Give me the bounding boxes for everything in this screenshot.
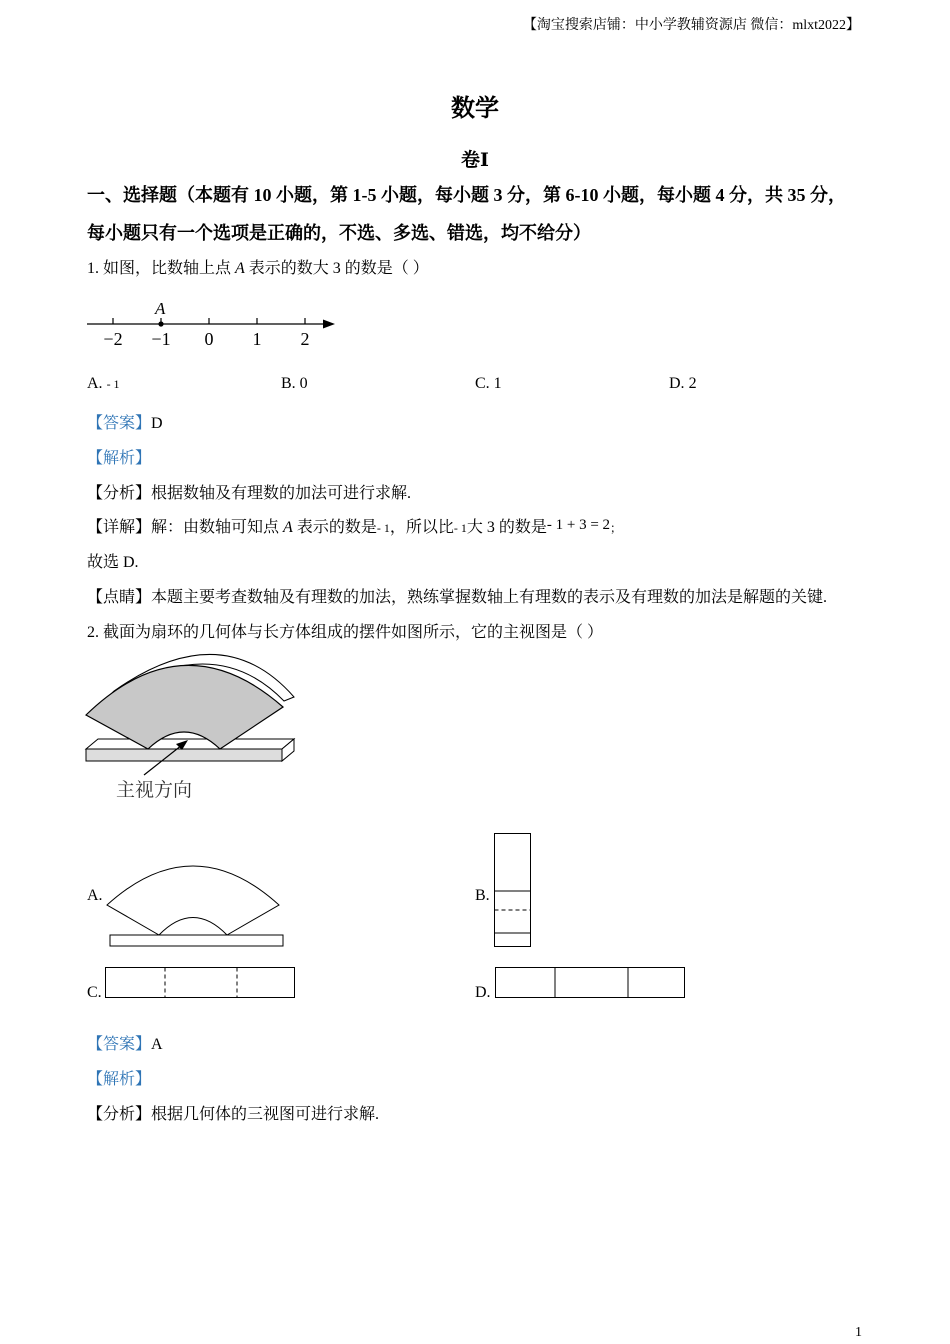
view-direction-label: 主视方向 bbox=[116, 780, 193, 801]
number-line-figure bbox=[85, 296, 345, 352]
number-line-tick-label: −1 bbox=[151, 329, 171, 349]
q1-option-b: B. 0 bbox=[281, 375, 308, 392]
q2-option-b-figure bbox=[493, 832, 533, 950]
q2-option-a-figure bbox=[105, 852, 287, 952]
q1-detail: 【详解】解：由数轴可知点 A 表示的数是- 1，所以比- 1大 3 的数是- 1 + 3 = 2； bbox=[87, 517, 623, 536]
number-line-tick-label: 0 bbox=[204, 329, 214, 349]
base-front-face bbox=[86, 749, 282, 761]
point-a-label: A bbox=[155, 299, 166, 318]
page-number: 1 bbox=[855, 1325, 862, 1340]
option-d-outer-rect bbox=[496, 968, 685, 998]
page-title: 数学 bbox=[451, 96, 499, 122]
q1-option-d: D. 2 bbox=[669, 375, 697, 392]
q1-analysis-tag: 【解析】 bbox=[87, 450, 152, 467]
option-b-outer-rect bbox=[495, 834, 531, 947]
number-line-arrow bbox=[323, 320, 335, 329]
q1-fenxi: 【分析】根据数轴及有理数的加法可进行求解. bbox=[87, 485, 412, 502]
number-line-tick-label: −2 bbox=[103, 329, 123, 349]
section-heading-line1: 一、选择题（本题有 10 小题，第 1-5 小题，每小题 3 分，第 6-10 小题，每小题 4 分，共 35 分， bbox=[87, 185, 846, 205]
q2-option-b-label: B. bbox=[475, 887, 490, 904]
question-2-text: 2. 截面为扇环的几何体与长方体组成的摆件如图所示，它的主视图是（ ） bbox=[87, 624, 604, 641]
q1-comment: 【点睛】本题主要考查数轴及有理数的加法，熟练掌握数轴上有理数的表示及有理数的加法是解题的关键. bbox=[87, 589, 828, 606]
ornament-3d-figure bbox=[84, 645, 299, 805]
volume-title: 卷Ⅰ bbox=[461, 150, 489, 171]
sector-ring-front-face bbox=[86, 665, 283, 749]
q2-answer: 【答案】A bbox=[87, 1036, 163, 1053]
number-line-tick-label: 2 bbox=[300, 329, 310, 349]
base-top-face bbox=[86, 739, 294, 749]
number-line-tick-label: 1 bbox=[252, 329, 262, 349]
option-a-base-rect bbox=[110, 935, 283, 946]
q2-option-c-figure bbox=[104, 966, 297, 1000]
q2-option-a-label: A. bbox=[87, 887, 103, 904]
option-a-sector-ring bbox=[107, 866, 279, 935]
q2-option-d-figure bbox=[494, 966, 687, 1000]
q2-analysis-tag: 【解析】 bbox=[87, 1071, 152, 1088]
q1-answer: 【答案】D bbox=[87, 415, 163, 432]
section-heading-line2: 每小题只有一个选项是正确的，不选、多选、错选，均不给分） bbox=[87, 223, 591, 243]
q2-option-d-label: D. bbox=[475, 984, 491, 1001]
point-a-dot bbox=[158, 321, 163, 326]
q2-fenxi: 【分析】根据几何体的三视图可进行求解. bbox=[87, 1106, 380, 1123]
page-header: 【淘宝搜索店铺：中小学教辅资源店 微信：mlxt2022】 bbox=[522, 18, 860, 33]
q1-conclusion: 故选 D. bbox=[87, 554, 139, 571]
q1-option-a: A. - 1 bbox=[87, 375, 120, 392]
question-1-text: 1. 如图，比数轴上点 A 表示的数大 3 的数是（ ） bbox=[87, 260, 429, 277]
q2-option-c-label: C. bbox=[87, 984, 102, 1001]
option-c-outer-rect bbox=[106, 968, 295, 998]
q1-option-c: C. 1 bbox=[475, 375, 502, 392]
